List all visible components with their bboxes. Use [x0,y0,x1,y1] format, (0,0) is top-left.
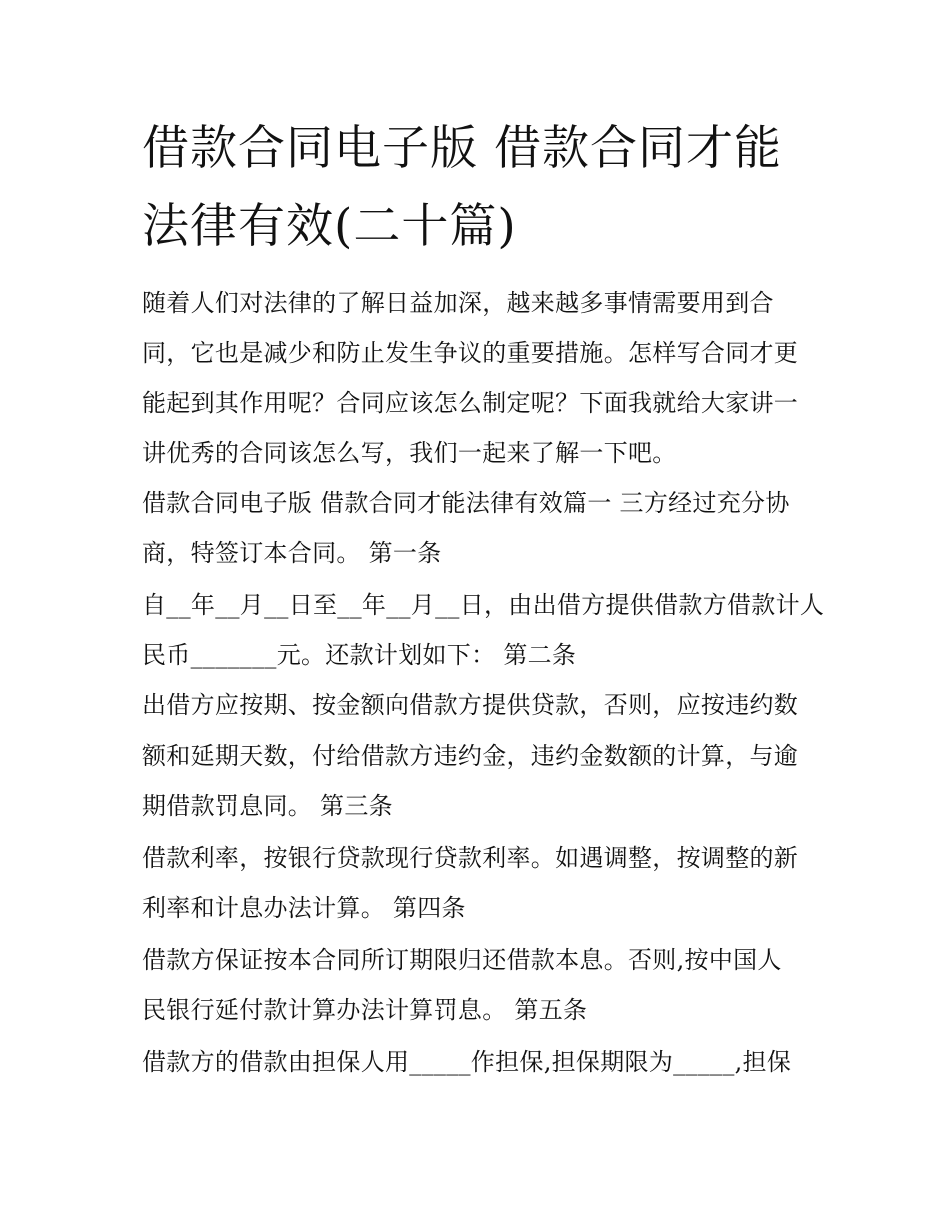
body-line: 商，特签订本合同。 第一条 [142,539,442,567]
body-line: 额和延期天数，付给借款方违约金，违约金数额的计算，与逾 [142,742,799,770]
title-line: 法律有效(二十篇) [142,199,517,254]
body-line: 民银行延付款计算办法计算罚息。 第五条 [142,996,588,1024]
body-line: 随着人们对法律的了解日益加深，越来越多事情需要用到合 [142,289,774,317]
body-line: 自__年__月__日至__年__月__日，由出借方提供借款方借款计人 [142,591,825,619]
body-line: 期借款罚息同。 第三条 [142,792,393,820]
body-line: 借款利率，按银行贷款现行贷款利率。如遇调整，按调整的新 [142,844,799,872]
body-line: 能起到其作用呢？合同应该怎么制定呢？下面我就给大家讲一 [142,389,799,417]
body-line: 借款合同电子版 借款合同才能法律有效篇一 三方经过充分协 [142,489,790,517]
body-line: 借款方保证按本合同所订期限归还借款本息。否则,按中国人 [142,946,782,974]
body-line: 民币_______元。还款计划如下： 第二条 [142,641,577,669]
body-line: 同，它也是减少和防止发生争议的重要措施。怎样写合同才更 [142,339,799,367]
document-title [142,110,822,266]
body-line: 利率和计息办法计算。 第四条 [142,894,466,922]
body-line: 借款方的借款由担保人用_____作担保,担保期限为_____,担保 [142,1048,792,1076]
body-line: 出借方应按期、按金额向借款方提供贷款，否则，应按违约数 [142,691,799,719]
title-line: 借款合同电子版 借款合同才能 [142,121,782,176]
body-line: 讲优秀的合同该怎么写，我们一起来了解一下吧。 [142,439,677,467]
